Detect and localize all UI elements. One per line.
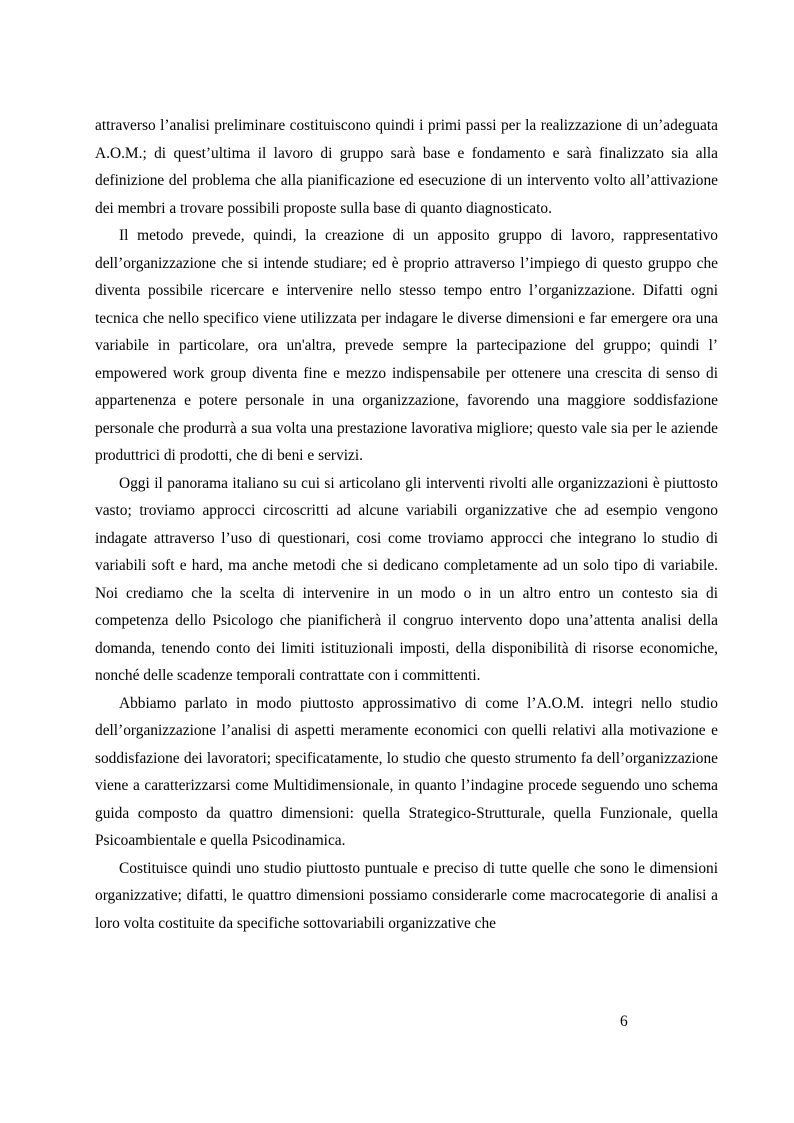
paragraph-1: attraverso l’analisi preliminare costituiscono quindi i primi passi per la realizzazione di un’adeguata A.O.M.; di quest’ultima il lavoro di gruppo sarà base e fondamento e sarà finalizzato sia alla definizione del problema che alla pianificazione ed esecuzione di un intervento volto all’attivazione dei membri a trovare possibili proposte sulla base di quanto diagnosticato. xyxy=(95,117,718,217)
paragraph-4: Abbiamo parlato in modo piuttosto approssimativo di come l’A.O.M. integri nello studio dell’organizzazione l’analisi di aspetti meramente economici con quelli relativi alla motivazione e soddisfazione dei lavoratori; specificatamente, lo studio che questo strumento fa dell’organizzazione viene a caratterizzarsi come Multidimensionale, in quanto l’indagine procede seguendo uno schema guida composto da quattro dimensioni: quella Strategico-Strutturale, quella Funzionale, quella Psicoambientale e quella Psicodinamica. xyxy=(95,694,718,849)
page-number: 6 xyxy=(620,1013,628,1030)
paragraph-3: Oggi il panorama italiano su cui si articolano gli interventi rivolti alle organizzazioni è piuttosto vasto; troviamo approcci circoscritti ad alcune variabili organizzative che ad esempio vengono indagate attraverso l’uso di questionari, cosi come troviamo approcci che integrano lo studio di variabili soft e hard, ma anche metodi che si dedicano completamente ad un solo tipo di variabile. Noi crediamo che la scelta di intervenire in un modo o in un altro entro un contesto sia di competenza dello Psicologo che pianificherà il congruo intervento dopo una’attenta analisi della domanda, tenendo conto dei limiti istituzionali imposti, della disponibilità di risorse economiche, nonché delle scadenze temporali contrattate con i committenti. xyxy=(95,474,718,684)
paragraph-5: Costituisce quindi uno studio piuttosto puntuale e preciso di tutte quelle che sono le dimensioni organizzative; difatti, le quattro dimensioni possiamo considerarle come macrocategorie di analisi a loro volta costituite da specifiche sottovariabili organizzative che xyxy=(95,859,718,932)
body-text xyxy=(95,112,718,937)
paragraph-2: Il metodo prevede, quindi, la creazione di un apposito gruppo di lavoro, rappresentativo dell’organizzazione che si intende studiare; ed è proprio attraverso l’impiego di questo gruppo che diventa possibile ricercare e intervenire nello stesso tempo entro l’organizzazione. Difatti ogni tecnica che nello specifico viene utilizzata per indagare le diverse dimensioni e far emergere ora una variabile in particolare, ora un'altra, prevede sempre la partecipazione del gruppo; quindi l’ empowered work group diventa fine e mezzo indispensabile per ottenere una crescita di senso di appartenenza e potere personale in una organizzazione, favorendo una maggiore soddisfazione personale che produrrà a sua volta una prestazione lavorativa migliore; questo vale sia per le aziende produttrici di prodotti, che di beni e servizi. xyxy=(95,227,718,464)
